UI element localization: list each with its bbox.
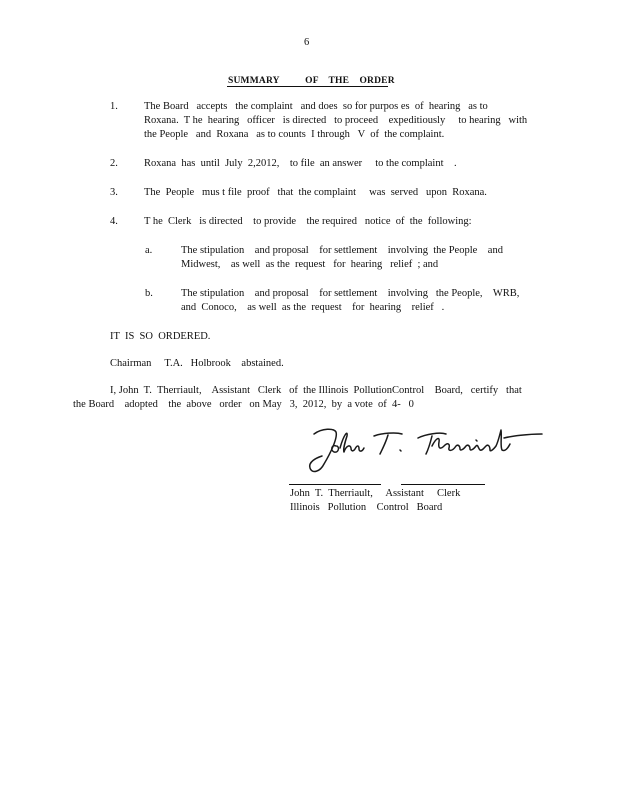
- item-number: 4.: [110, 216, 118, 227]
- certification-line-2: the Board adopted the above order on May 3, 2012, by a vote of 4- 0: [73, 399, 414, 410]
- so-ordered-text: IT IS SO ORDERED.: [110, 331, 211, 342]
- handwritten-signature: [300, 420, 550, 478]
- item-3-line-1: The People mus t file proof that the complaint was served upon Roxana.: [144, 187, 487, 198]
- page-number: 6: [304, 37, 310, 48]
- item-1-line-3: the People and Roxana as to counts I through V of the complaint.: [144, 129, 445, 140]
- item-number: 1.: [110, 101, 118, 112]
- subitem-a-line-1: The stipulation and proposal for settlement involving the People and: [181, 245, 503, 256]
- signer-name-title: John T. Therriault, Assistant Clerk: [290, 488, 461, 499]
- certification-line-1: I, John T. Therriault, Assistant Clerk of the Illinois PollutionControl Board, certify that: [110, 385, 522, 396]
- chairman-abstained-text: Chairman T.A. Holbrook abstained.: [110, 358, 284, 369]
- item-number: 2.: [110, 158, 118, 169]
- item-2-line-1: Roxana has until July 2,2012, to file an answer to the complaint .: [144, 158, 457, 169]
- item-number: 3.: [110, 187, 118, 198]
- signature-line: [289, 484, 381, 485]
- item-4-line-1: T he Clerk is directed to provide the required notice of the following:: [144, 216, 472, 227]
- item-1-line-1: The Board accepts the complaint and does so for purpos es of hearing as to: [144, 101, 488, 112]
- subitem-letter: a.: [145, 245, 153, 256]
- subitem-b-line-2: and Conoco, as well as the request for hearing relief .: [181, 302, 445, 313]
- signer-organization: Illinois Pollution Control Board: [290, 502, 443, 513]
- signature-line: [401, 484, 485, 485]
- item-1-line-2: Roxana. T he hearing officer is directed to proceed expeditiously to hearing with: [144, 115, 528, 126]
- subitem-letter: b.: [145, 288, 153, 299]
- summary-heading: SUMMARY OF THE ORDER: [228, 76, 395, 86]
- subitem-b-line-1: The stipulation and proposal for settlement involving the People, WRB,: [181, 288, 520, 299]
- heading-underline: [227, 86, 388, 87]
- subitem-a-line-2: Midwest, as well as the request for hearing relief ; and: [181, 259, 439, 270]
